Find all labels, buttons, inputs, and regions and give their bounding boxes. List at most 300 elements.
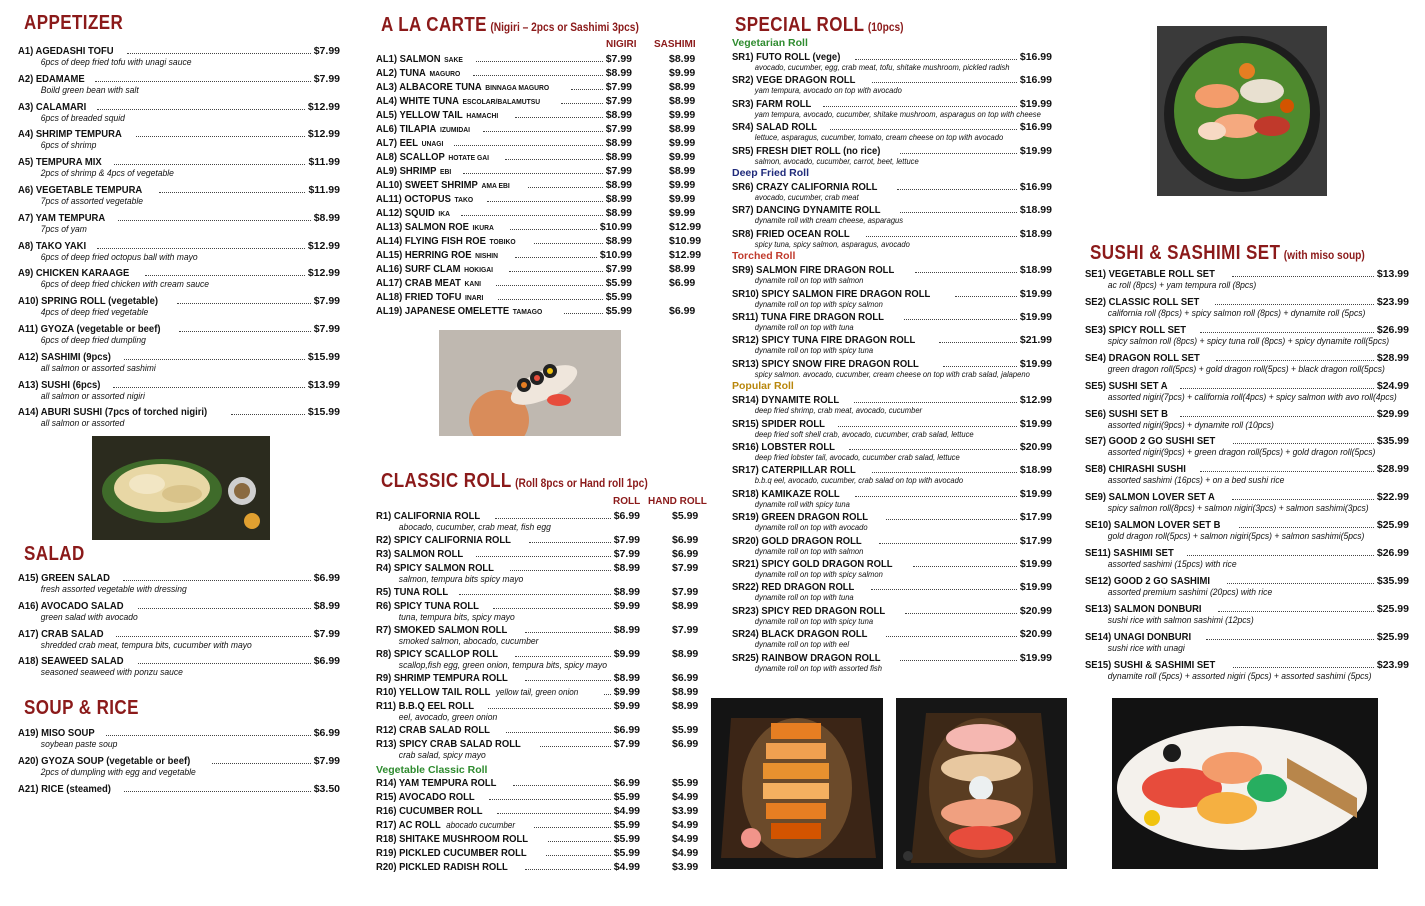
classic-desc: tuna, tempura bits, spicy mayo — [398, 612, 515, 622]
alacarte-sashimi-price: $9.99 — [669, 193, 696, 205]
alacarte-japanese: TAMAGO — [512, 307, 543, 316]
menu-item-desc: assorted premium sashimi (20pcs) with rice — [1107, 586, 1273, 597]
menu-item-desc: spicy salmon roll (8pcs) + spicy tuna roll (8pcs) + spicy dynamite roll(5pcs) — [1107, 335, 1390, 346]
menu-item-row — [18, 295, 340, 307]
menu-item — [1085, 352, 1409, 374]
special-price: $12.99 — [1019, 394, 1052, 407]
special-desc: dynamite roll with spicy tuna — [754, 499, 850, 509]
classic-item — [376, 724, 640, 736]
classic-hand-price: $7.99 — [672, 624, 699, 636]
special-subtitle: (10pcs) — [867, 20, 904, 34]
alacarte-sashimi-price: $10.99 — [669, 235, 702, 247]
menu-item-desc: green salad with avocado — [40, 611, 138, 622]
special-row — [732, 334, 1052, 346]
alacarte-row — [376, 81, 632, 94]
special-name: SR20) GOLD DRAGON ROLL — [732, 534, 862, 547]
classic-item — [376, 672, 640, 684]
menu-item-row — [1085, 435, 1409, 447]
menu-item-name: SE11) SASHIMI SET — [1085, 547, 1174, 559]
special-name: SR9) SALMON FIRE DRAGON ROLL — [732, 264, 895, 277]
menu-item-desc: spicy salmon roll(8pcs) + salmon nigiri(3pcs) + salmon sashimi(3pcs) — [1107, 503, 1369, 514]
menu-item-desc: 6pcs of deep fried tofu with unagi sauce — [40, 57, 192, 67]
leader-dots — [879, 535, 1017, 544]
special-name: SR14) DYNAMITE ROLL — [732, 394, 840, 407]
alacarte-japanese: HOTATE GAI — [448, 153, 490, 162]
leader-dots — [138, 600, 310, 609]
veg-classic-row — [376, 861, 640, 873]
leader-dots — [177, 295, 311, 304]
classic-row — [376, 624, 640, 636]
special-group-header: Deep Fried Roll — [732, 167, 810, 179]
classic-name: R7) SMOKED SALMON ROLL — [376, 624, 508, 636]
special-name: SR1) FUTO ROLL (vege) — [732, 51, 841, 63]
special-item — [732, 98, 1052, 119]
menu-item-price: $13.99 — [307, 378, 340, 391]
menu-item-price: $6.99 — [313, 572, 340, 584]
special-item — [732, 441, 1052, 462]
special-price: $20.99 — [1019, 604, 1052, 617]
special-row — [732, 98, 1052, 110]
menu-item-name: SE9) SALMON LOVER SET A — [1085, 491, 1215, 504]
special-price: $20.99 — [1019, 628, 1052, 641]
special-row — [732, 358, 1052, 370]
special-row — [732, 145, 1052, 157]
veg-classic-hand-price: $4.99 — [672, 847, 699, 859]
special-item — [732, 652, 1052, 673]
special-name: SR16) LOBSTER ROLL — [732, 441, 835, 453]
classic-item — [376, 738, 640, 760]
classic-hand-price: $8.99 — [672, 648, 699, 660]
leader-dots — [1233, 435, 1374, 444]
leader-dots — [97, 240, 305, 249]
alacarte-item — [376, 291, 632, 304]
roll-boat-photo-1 — [711, 698, 883, 869]
special-row — [732, 74, 1052, 86]
menu-item-row — [1085, 380, 1409, 392]
menu-item-desc: all salmon or assorted sashimi — [40, 362, 156, 373]
menu-item-desc: assorted nigiri(7pcs) + california roll(4pcs) + spicy salmon with avo roll(4pcs) — [1107, 391, 1397, 402]
leader-dots — [1227, 575, 1374, 584]
alacarte-name: AL11) OCTOPUS TAKO — [376, 193, 474, 205]
classic-name: R9) SHRIMP TEMPURA ROLL — [376, 672, 508, 684]
menu-item-desc: sushi rice with unagi — [1107, 642, 1185, 653]
leader-dots — [1187, 547, 1374, 556]
leader-dots — [872, 464, 1016, 473]
classic-hand-price: $6.99 — [672, 548, 699, 560]
alacarte-japanese: ESCOLAR/BALAMUTSU — [462, 97, 541, 106]
appetizer-title: APPETIZER — [24, 12, 124, 34]
classic-name: R1) CALIFORNIA ROLL — [376, 510, 481, 522]
leader-dots — [534, 819, 611, 828]
alacarte-sashimi-price: $12.99 — [669, 221, 702, 233]
classic-row — [376, 686, 640, 698]
veg-classic-name: R16) CUCUMBER ROLL — [376, 805, 483, 817]
menu-item-name: A18) SEAWEED SALAD — [18, 655, 124, 668]
alacarte-sashimi-price: $6.99 — [669, 277, 696, 289]
special-price: $16.99 — [1019, 121, 1052, 134]
alacarte-item — [376, 221, 632, 234]
menu-item-row — [1085, 603, 1409, 615]
special-name: SR25) RAINBOW DRAGON ROLL — [732, 651, 881, 664]
menu-item — [18, 156, 340, 178]
leader-dots — [1200, 324, 1374, 333]
menu-item-row — [18, 755, 340, 767]
special-item — [732, 558, 1052, 579]
special-desc: b.b.q eel, avocado, cucumber, crab salad on top with avocado — [754, 476, 964, 486]
menu-item — [18, 184, 340, 206]
alacarte-item — [376, 81, 632, 94]
menu-item-row — [18, 212, 340, 224]
menu-item-name: A9) CHICKEN KARAAGE — [18, 267, 130, 280]
classic-row — [376, 562, 640, 574]
special-group-header: Vegetarian Roll — [732, 37, 808, 49]
leader-dots — [498, 291, 602, 300]
classic-row — [376, 648, 640, 660]
leader-dots — [97, 101, 305, 110]
leader-dots — [525, 861, 610, 870]
alacarte-nigiri-price: $7.99 — [605, 123, 632, 135]
alacarte-japanese: IKA — [438, 209, 451, 218]
special-row — [732, 228, 1052, 240]
menu-item — [1085, 575, 1409, 597]
menu-item — [1085, 659, 1409, 681]
alacarte-japanese: AMA EBI — [481, 181, 510, 190]
classic-roll-price: $7.99 — [613, 738, 640, 750]
special-title-text: SPECIAL ROLL — [735, 14, 865, 36]
alacarte-sashimi-price: $8.99 — [669, 95, 696, 107]
menu-item-desc: assorted nigiri(9pcs) + green dragon roll(5pcs) + gold dragon roll(5pcs) — [1107, 447, 1376, 458]
veg-classic-item — [376, 791, 640, 803]
alacarte-name: AL7) EEL UNAGI — [376, 137, 444, 149]
menu-item-desc: shredded crab meat, tempura bits, cucumber with mayo — [40, 639, 252, 650]
alacarte-item — [376, 263, 632, 276]
classic-name: R4) SPICY SALMON ROLL — [376, 562, 494, 574]
special-name: SR5) FRESH DIET ROLL (no rice) — [732, 144, 881, 157]
special-price: $16.99 — [1019, 74, 1052, 87]
alacarte-item — [376, 235, 632, 248]
leader-dots — [513, 777, 611, 786]
veg-classic-roll-price: $5.99 — [613, 819, 640, 831]
menu-item-desc: 6pcs of deep fried octopus ball with mayo — [40, 251, 198, 262]
leader-dots — [463, 165, 603, 174]
leader-dots — [497, 805, 610, 814]
menu-item-price: $25.99 — [1376, 602, 1409, 615]
classic-hand-price: $7.99 — [672, 562, 699, 574]
alacarte-japanese: INARI — [465, 293, 484, 302]
menu-item-desc: 6pcs of breaded squid — [40, 112, 125, 123]
menu-item-desc: fresh assorted vegetable with dressing — [40, 584, 187, 594]
classic-item — [376, 648, 640, 670]
menu-item-name: A2) EDAMAME — [18, 72, 85, 85]
leader-dots — [900, 204, 1017, 213]
sets-title — [1090, 242, 1365, 265]
special-price: $17.99 — [1019, 534, 1052, 547]
alacarte-item — [376, 165, 632, 178]
menu-item-price: $7.99 — [313, 45, 340, 57]
menu-item-name: SE7) GOOD 2 GO SUSHI SET — [1085, 435, 1216, 448]
veg-classic-row — [376, 791, 640, 803]
special-item — [732, 204, 1052, 225]
classic-item — [376, 510, 640, 532]
special-row — [732, 121, 1052, 133]
alacarte-col-sashimi: SASHIMI — [654, 39, 696, 50]
menu-item-name: A16) AVOCADO SALAD — [18, 599, 124, 612]
special-name: SR4) SALAD ROLL — [732, 121, 818, 134]
menu-item-name: SE6) SUSHI SET B — [1085, 407, 1168, 420]
classic-hand-price: $6.99 — [672, 672, 699, 684]
leader-dots — [604, 686, 611, 695]
menu-item-price: $25.99 — [1376, 630, 1409, 643]
menu-item-name: A4) SHRIMP TEMPURA — [18, 128, 122, 141]
alacarte-item — [376, 277, 632, 290]
menu-item-price: $6.99 — [313, 655, 340, 668]
menu-item-price: $26.99 — [1376, 323, 1409, 336]
leader-dots — [1206, 631, 1374, 640]
classic-roll-price: $6.99 — [613, 510, 640, 522]
menu-item-row — [18, 600, 340, 612]
alacarte-row — [376, 151, 632, 164]
special-row — [732, 581, 1052, 593]
leader-dots — [1215, 296, 1374, 305]
special-row — [732, 464, 1052, 476]
alacarte-row — [376, 123, 632, 136]
special-name: SR7) DANCING DYNAMITE ROLL — [732, 204, 881, 217]
veg-classic-name: R20) PICKLED RADISH ROLL — [376, 861, 508, 873]
menu-item-row — [18, 783, 340, 795]
alacarte-col-nigiri: NIGIRI — [606, 39, 637, 50]
menu-item-name: A5) TEMPURA MIX — [18, 156, 102, 169]
alacarte-row — [376, 291, 632, 304]
menu-item-price: $12.99 — [307, 267, 340, 280]
menu-item-desc: dynamite roll (5pcs) + assorted nigiri (5pcs) + assorted sashimi (5pcs) — [1107, 670, 1372, 681]
menu-item-row — [1085, 296, 1409, 308]
menu-item — [18, 406, 340, 428]
leader-dots — [528, 179, 603, 188]
menu-item-row — [1085, 547, 1409, 559]
alacarte-nigiri-price: $8.99 — [605, 207, 632, 219]
alacarte-japanese: HAMACHI — [466, 111, 499, 120]
alacarte-row — [376, 207, 632, 220]
special-item — [732, 488, 1052, 509]
menu-item-row — [18, 184, 340, 196]
classic-item — [376, 562, 640, 584]
leader-dots — [495, 510, 611, 519]
alacarte-row — [376, 263, 632, 276]
classic-row — [376, 724, 640, 736]
menu-item-desc: 6pcs of deep fried chicken with cream sauce — [40, 279, 210, 290]
special-desc: yam tempura, avocado, cucumber, shitake mushroom, asparagus on top with cheese — [754, 109, 1041, 119]
veg-classic-roll-price: $4.99 — [613, 861, 640, 873]
menu-item-name: SE5) SUSHI SET A — [1085, 379, 1168, 392]
menu-item-row — [18, 406, 340, 418]
alacarte-nigiri-price: $8.99 — [605, 193, 632, 205]
menu-item-name: A12) SASHIMI (9pcs) — [18, 350, 111, 363]
classic-title-text: CLASSIC ROLL — [381, 470, 512, 492]
classic-name: R3) SALMON ROLL — [376, 548, 464, 560]
menu-item-name: SE2) CLASSIC ROLL SET — [1085, 295, 1200, 308]
special-group-header: Torched Roll — [732, 250, 796, 263]
classic-hand-price: $8.99 — [672, 600, 699, 612]
menu-item-row — [1085, 659, 1409, 671]
classic-title — [381, 470, 648, 493]
alacarte-sashimi-price: $9.99 — [669, 207, 696, 219]
leader-dots — [1232, 268, 1374, 277]
leader-dots — [95, 73, 311, 82]
menu-item-desc: california roll (8pcs) + spicy salmon roll (8pcs) + dynamite roll (5pcs) — [1107, 307, 1366, 318]
special-name: SR3) FARM ROLL — [732, 97, 812, 110]
alacarte-row — [376, 249, 632, 262]
alacarte-name: AL17) CRAB MEAT KANI — [376, 277, 481, 289]
soup-title: SOUP & RICE — [24, 697, 139, 719]
menu-item — [18, 572, 340, 594]
leader-dots — [515, 249, 597, 258]
leader-dots — [505, 151, 603, 160]
veg-classic-hand-price: $5.99 — [672, 777, 699, 789]
alacarte-item — [376, 95, 632, 108]
alacarte-nigiri-price: $7.99 — [605, 165, 632, 177]
sashimi-bowl-photo — [1157, 26, 1327, 196]
menu-item-name: A19) MISO SOUP — [18, 727, 95, 739]
alacarte-name: AL12) SQUID IKA — [376, 207, 451, 219]
classic-row — [376, 672, 640, 684]
alacarte-nigiri-price: $10.99 — [599, 221, 632, 233]
special-desc: dynamite roll with cream cheese, asparagus — [754, 216, 904, 226]
leader-dots — [900, 652, 1017, 661]
classic-row — [376, 700, 640, 712]
veg-classic-roll-price: $4.99 — [613, 805, 640, 817]
menu-item-row — [18, 628, 340, 640]
veg-classic-roll-price: $6.99 — [613, 777, 640, 789]
alacarte-sashimi-price: $12.99 — [669, 249, 702, 261]
alacarte-subtitle: (Nigiri – 2pcs or Sashimi 3pcs) — [490, 20, 639, 34]
menu-item-name: SE8) CHIRASHI SUSHI — [1085, 463, 1186, 476]
menu-item-desc: 2pcs of shrimp & 4pcs of vegetable — [40, 168, 174, 179]
special-price: $20.99 — [1019, 441, 1052, 453]
special-row — [732, 488, 1052, 500]
menu-item-name: SE14) UNAGI DONBURI — [1085, 630, 1192, 643]
menu-item-row — [18, 156, 340, 168]
menu-item-price: $7.99 — [313, 627, 340, 640]
special-item — [732, 628, 1052, 649]
menu-item-row — [18, 101, 340, 113]
menu-item-name: SE12) GOOD 2 GO SASHIMI — [1085, 574, 1210, 587]
leader-dots — [179, 323, 310, 332]
alacarte-sashimi-price: $8.99 — [669, 123, 696, 135]
leader-dots — [546, 847, 610, 856]
special-item — [732, 288, 1052, 309]
alacarte-item — [376, 123, 632, 136]
menu-item — [18, 783, 340, 795]
alacarte-nigiri-price: $8.99 — [605, 67, 632, 79]
alacarte-japanese: UNAGI — [421, 139, 444, 148]
alacarte-japanese: BINNAGA MAGURO — [485, 83, 550, 92]
menu-item — [1085, 603, 1409, 625]
menu-item-desc: 7pcs of yam — [40, 223, 87, 234]
classic-roll-price: $7.99 — [613, 534, 640, 546]
menu-item-price: $24.99 — [1376, 379, 1409, 392]
alacarte-name: AL19) JAPANESE OMELETTE TAMAGO — [376, 305, 543, 317]
leader-dots — [138, 655, 310, 664]
classic-item — [376, 600, 640, 622]
special-desc: dynamite roll on top with spicy tuna — [754, 346, 874, 356]
salad-title: SALAD — [24, 543, 85, 565]
veg-classic-roll-price: $5.99 — [613, 847, 640, 859]
leader-dots — [212, 755, 310, 764]
classic-hand-price: $5.99 — [672, 724, 699, 736]
special-name: SR8) FRIED OCEAN ROLL — [732, 227, 850, 240]
classic-col-roll: ROLL — [613, 496, 641, 507]
menu-item-name: A14) ABURI SUSHI (7pcs of torched nigiri) — [18, 406, 208, 419]
classic-item — [376, 624, 640, 646]
menu-item-name: A10) SPRING ROLL (vegetable) — [18, 295, 159, 308]
menu-item-name: A13) SUSHI (6pcs) — [18, 378, 101, 391]
menu-item-price: $7.99 — [313, 754, 340, 767]
classic-name: R10) YELLOW TAIL ROLL yellow tail, green onion — [376, 686, 579, 698]
menu-item-price: $22.99 — [1376, 491, 1409, 504]
special-item — [732, 311, 1052, 332]
leader-dots — [123, 572, 311, 581]
veg-classic-hand-price: $3.99 — [672, 861, 699, 873]
leader-dots — [525, 672, 610, 681]
special-price: $18.99 — [1019, 227, 1052, 240]
veg-classic-item — [376, 805, 640, 817]
leader-dots — [866, 228, 1017, 237]
menu-item-price: $6.99 — [313, 727, 340, 739]
classic-roll-price: $9.99 — [613, 600, 640, 612]
leader-dots — [872, 74, 1017, 83]
veg-classic-item — [376, 819, 640, 831]
appetizer-photo — [92, 436, 270, 540]
leader-dots — [476, 548, 611, 557]
leader-dots — [1216, 352, 1374, 361]
leader-dots — [943, 358, 1017, 367]
classic-roll-price: $8.99 — [613, 562, 640, 574]
leader-dots — [124, 351, 305, 360]
classic-name: R8) SPICY SCALLOP ROLL — [376, 648, 498, 660]
alacarte-item — [376, 109, 632, 122]
special-price: $19.99 — [1019, 357, 1052, 370]
menu-item-name: A20) GYOZA SOUP (vegetable or beef) — [18, 754, 191, 767]
classic-name: R13) SPICY CRAB SALAD ROLL — [376, 738, 521, 750]
veg-classic-row — [376, 777, 640, 789]
leader-dots — [493, 600, 610, 609]
veg-classic-row — [376, 819, 640, 831]
alacarte-nigiri-price: $7.99 — [605, 95, 632, 107]
alacarte-row — [376, 137, 632, 150]
special-price: $19.99 — [1019, 487, 1052, 500]
alacarte-name: AL15) HERRING ROE NISHIN — [376, 249, 499, 261]
alacarte-name: AL9) SHRIMP EBI — [376, 165, 452, 177]
leader-dots — [506, 724, 611, 733]
classic-name: R12) CRAB SALAD ROLL — [376, 724, 490, 736]
alacarte-row — [376, 67, 632, 80]
menu-item-row — [18, 655, 340, 667]
menu-item — [1085, 519, 1409, 541]
classic-name: R5) TUNA ROLL — [376, 586, 449, 598]
menu-item — [18, 295, 340, 317]
veg-classic-item — [376, 777, 640, 789]
alacarte-japanese: MAGURO — [429, 69, 461, 78]
menu-item-price: $28.99 — [1376, 463, 1409, 476]
alacarte-nigiri-price: $7.99 — [605, 263, 632, 275]
special-item — [732, 121, 1052, 142]
special-item — [732, 418, 1052, 439]
menu-item-price: $7.99 — [313, 295, 340, 308]
alacarte-japanese: IZUMIDAI — [439, 125, 470, 134]
classic-row — [376, 510, 640, 522]
veg-classic-name: R14) YAM TEMPURA ROLL — [376, 777, 497, 789]
alacarte-name: AL13) SALMON ROE IKURA — [376, 221, 494, 233]
